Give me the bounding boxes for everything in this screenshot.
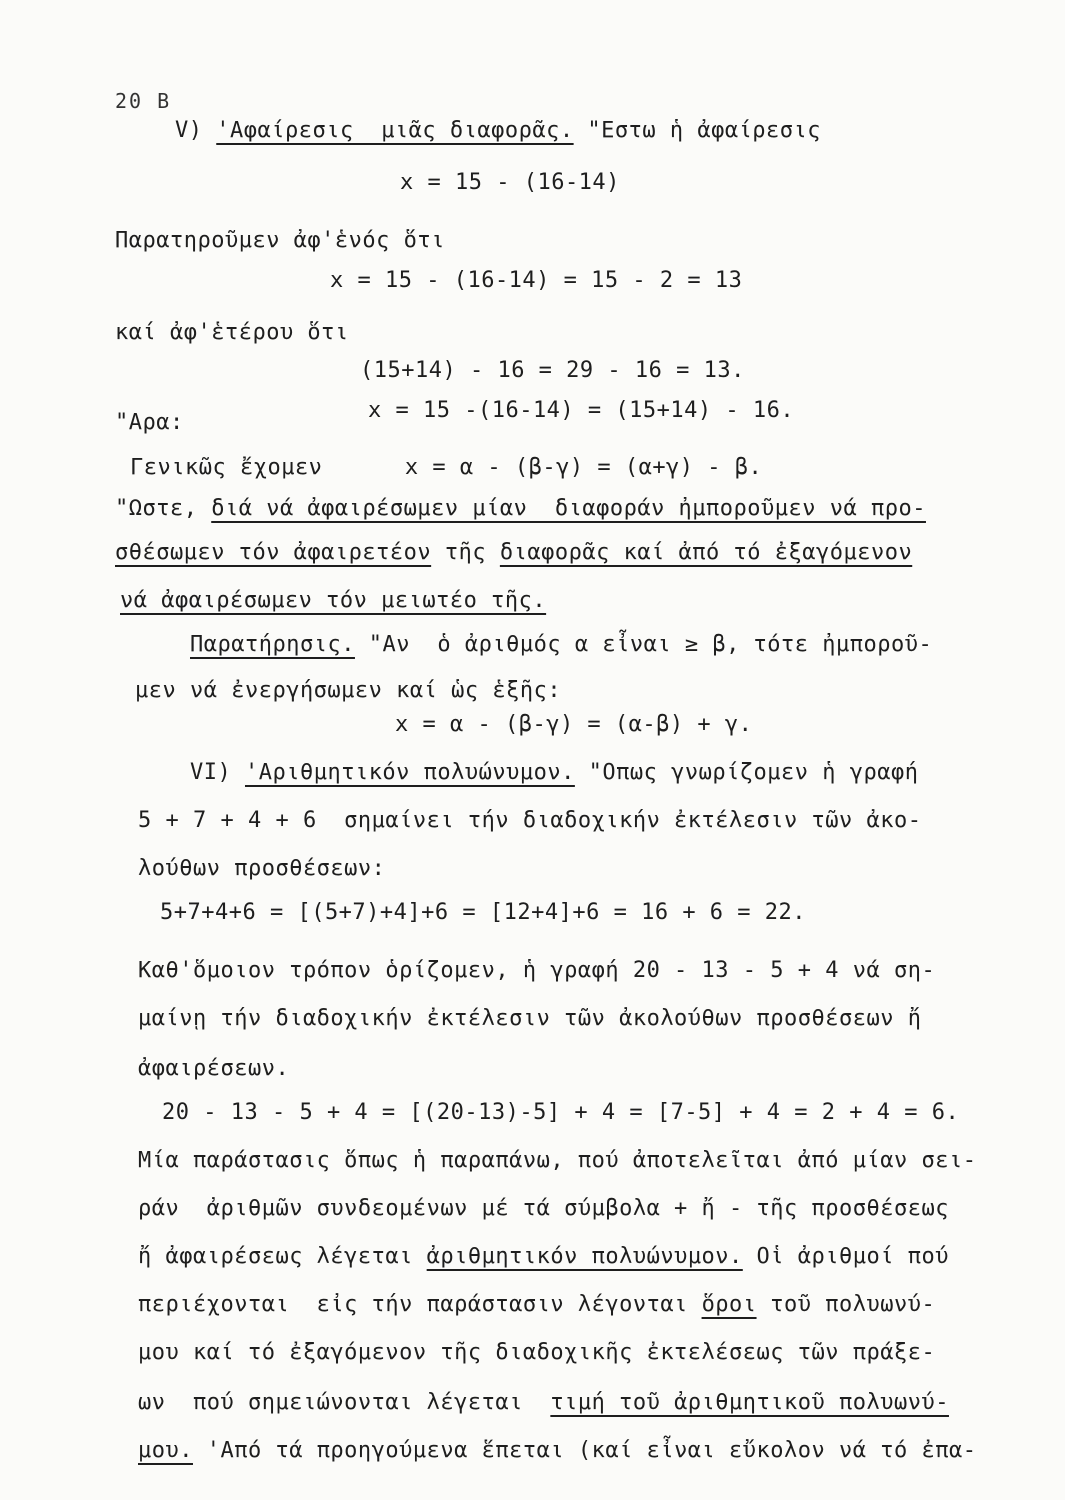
page-number: 20 B (115, 89, 172, 113)
equation-line: (15+14) - 16 = 29 - 16 = 13. (360, 358, 745, 383)
text-line: VI) 'Αριθμητικόν πολυώνυμον. "Οπως γνωρίζομεν ἡ γραφή (190, 760, 919, 785)
equation-line: x = 15 - (16-14) = 15 - 2 = 13 (330, 268, 743, 293)
text-line: μεν νά ἐνεργήσωμεν καί ὡς ἑξῆς: (135, 678, 562, 703)
text-line: μου καί τό ἐξαγόμενον τῆς διαδοχικῆς ἐκτελέσεως τῶν πράξε- (138, 1340, 936, 1365)
text-line: καί ἀφ'ἑτέρου ὅτι (115, 320, 349, 345)
text-line: "Αρα: (115, 410, 184, 435)
text-line: ράν ἀριθμῶν συνδεομένων μέ τά σύμβολα + ἤ - τῆς προσθέσεως (138, 1196, 949, 1221)
equation-line: x = α - (β-γ) = (α-β) + γ. (395, 712, 753, 737)
equation-line: x = 15 - (16-14) (400, 170, 620, 195)
text-line: ἀφαιρέσεων. (138, 1056, 290, 1081)
text-line: Μία παράστασις ὅπως ἡ παραπάνω, πού ἀποτελεῖται ἀπό μίαν σει- (138, 1148, 977, 1173)
text-line: περιέχονται εἰς τήν παράστασιν λέγονται ὅροι τοῦ πολυωνύ- (138, 1292, 936, 1317)
text-line: Παρατηροῦμεν ἀφ'ἑνός ὅτι (115, 228, 445, 253)
text-line: σθέσωμεν τόν ἀφαιρετέον τῆς διαφορᾶς καί ἀπό τό ἐξαγόμενον (115, 540, 913, 565)
text-line: 5 + 7 + 4 + 6 σημαίνει τήν διαδοχικήν ἐκτέλεσιν τῶν ἀκο- (138, 808, 922, 833)
text-line: "Ωστε, διά νά ἀφαιρέσωμεν μίαν διαφοράν ἠμποροῦμεν νά προ- (115, 496, 926, 521)
text-line: λούθων προσθέσεων: (138, 856, 386, 881)
text-line: μαίνῃ τήν διαδοχικήν ἐκτέλεσιν τῶν ἀκολούθων προσθέσεων ἤ (138, 1006, 922, 1031)
equation-line: 20 - 13 - 5 + 4 = [(20-13)-5] + 4 = [7-5] + 4 = 2 + 4 = 6. (162, 1100, 960, 1125)
text-line: Καθ'ὅμοιον τρόπον ὁρίζομεν, ἡ γραφή 20 - 13 - 5 + 4 νά ση- (138, 958, 936, 983)
text-line: Γενικῶς ἔχομεν x = α - (β-γ) = (α+γ) - β. (130, 455, 763, 480)
text-line: ἤ ἀφαιρέσεως λέγεται ἀριθμητικόν πολυώνυμον. Οἱ ἀριθμοί πού (138, 1244, 949, 1269)
equation-line: x = 15 -(16-14) = (15+14) - 16. (368, 398, 795, 423)
text-line: νά ἀφαιρέσωμεν τόν μειωτέο τῆς. (120, 588, 547, 613)
text-line: Παρατήρησις. "Αν ὁ ἀριθμός α εἶναι ≥ β, τότε ἠμποροῦ- (190, 632, 933, 657)
text-line: ων πού σημειώνονται λέγεται τιμή τοῦ ἀριθμητικοῦ πολυωνύ- (138, 1390, 949, 1415)
equation-line: 5+7+4+6 = [(5+7)+4]+6 = [12+4]+6 = 16 + 6 = 22. (160, 900, 807, 925)
text-line: V) 'Αφαίρεσις μιᾶς διαφορᾶς. "Εστω ἡ ἀφαίρεσις (175, 118, 822, 143)
text-line: μου. 'Από τά προηγούμενα ἕπεται (καί εἶναι εὔκολον νά τό ἐπα- (138, 1438, 977, 1463)
